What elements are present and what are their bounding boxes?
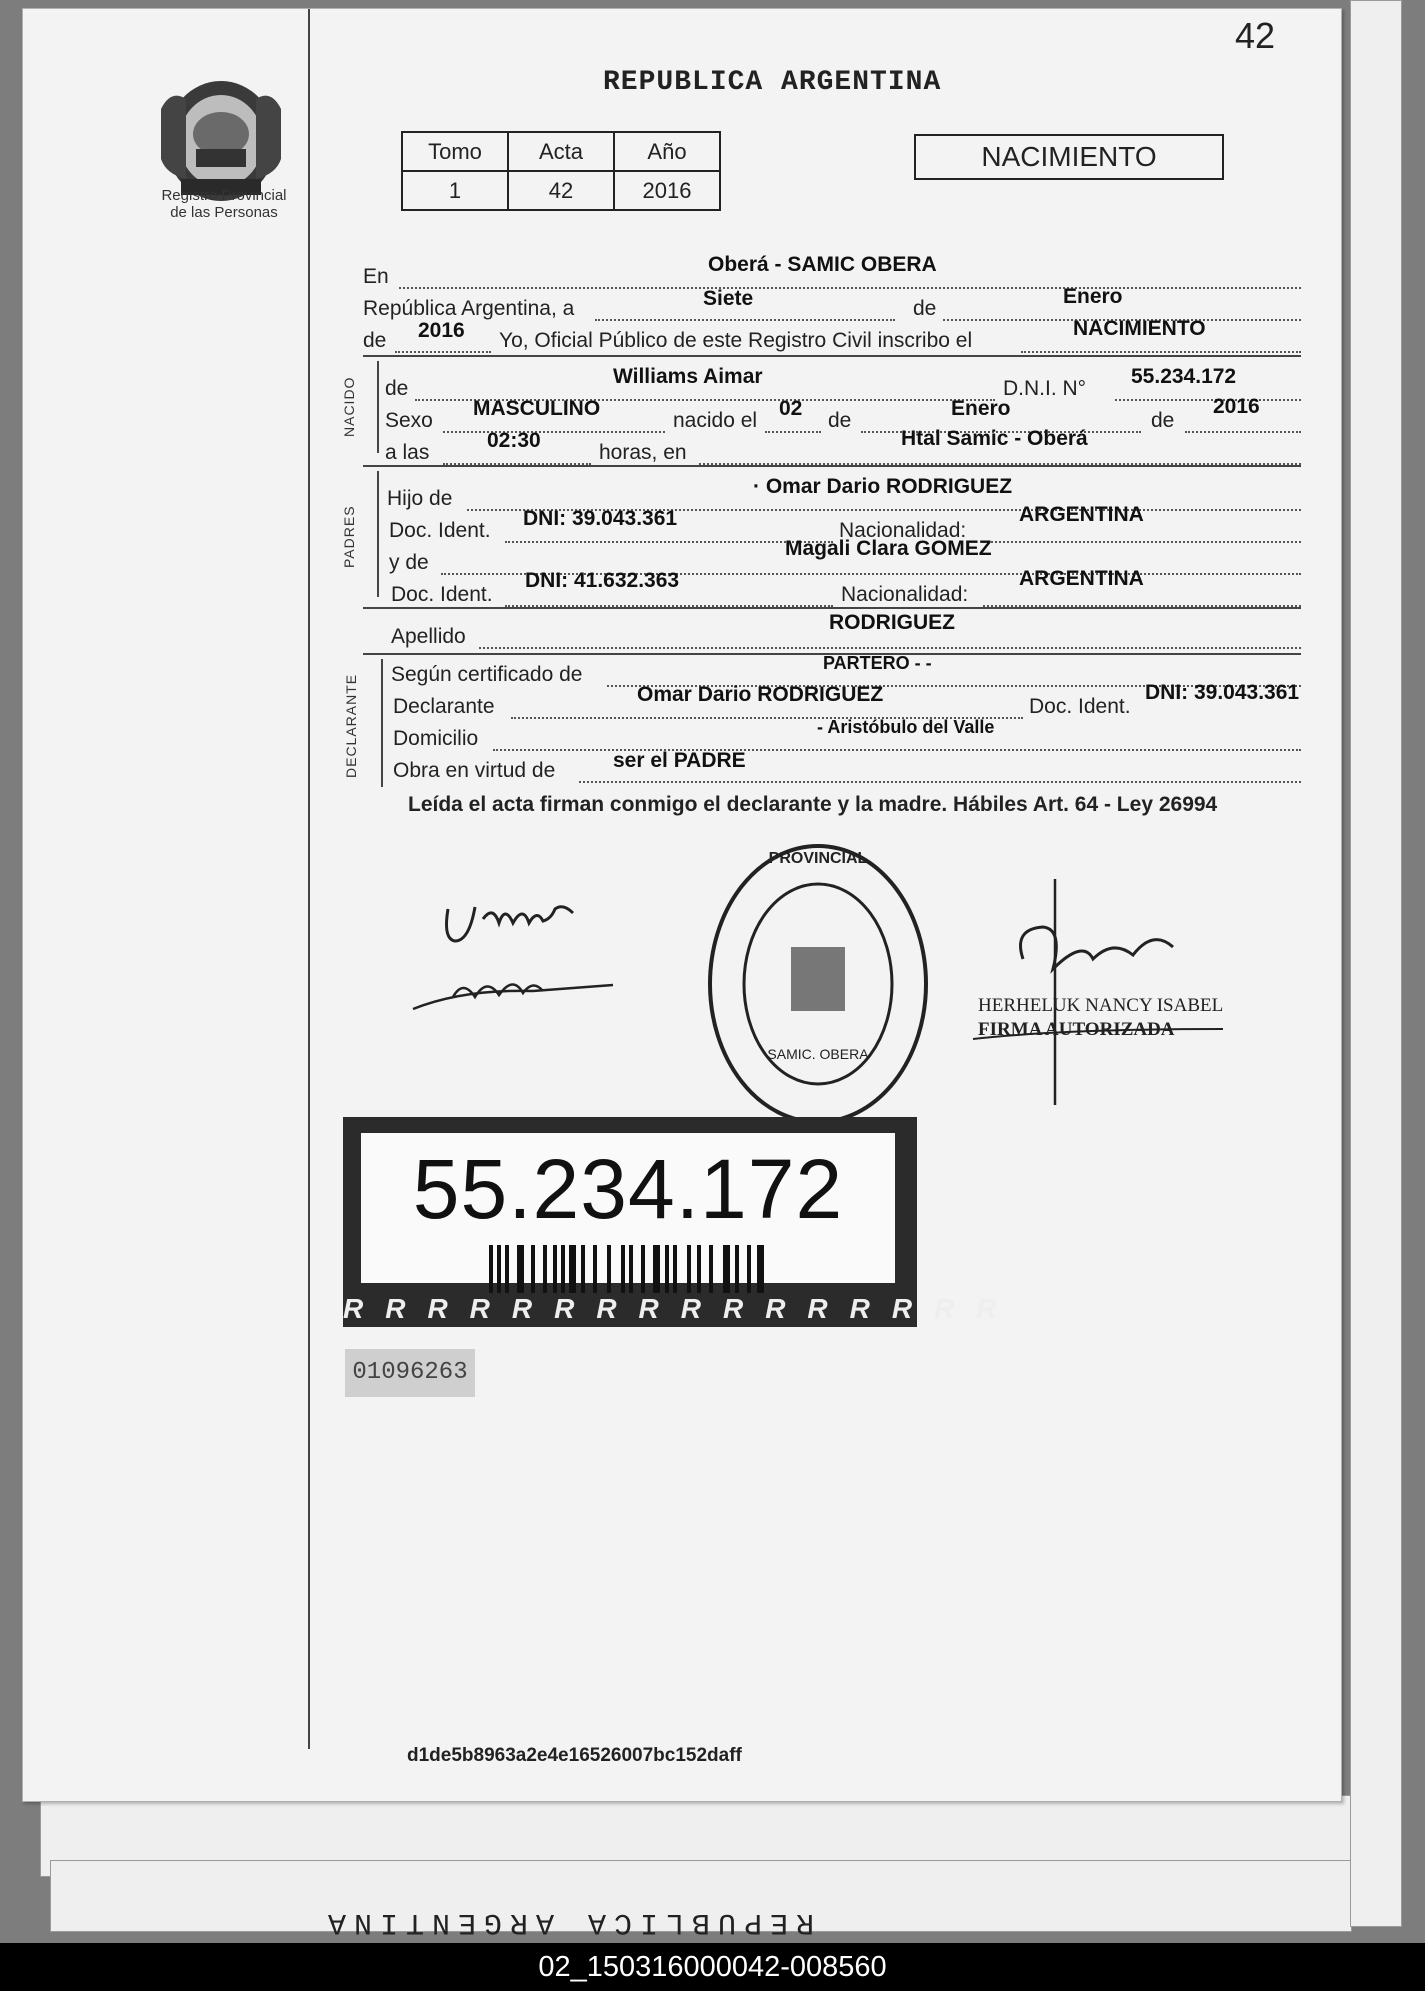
declarante-label: Declarante <box>393 695 495 718</box>
page-number: 42 <box>1235 15 1276 56</box>
child-name: Williams Aimar <box>613 365 763 388</box>
file-id-label: 02_150316000042-008560 <box>538 1951 887 1983</box>
mother-nationality: ARGENTINA <box>1019 567 1144 590</box>
footer-bar <box>0 1943 1425 1991</box>
mother-doc: DNI: 41.632.363 <box>525 569 680 592</box>
logo-caption-line1: Registro Provincial <box>161 187 287 204</box>
authority-name: HERHELUK NANCY ISABEL <box>978 995 1224 1016</box>
id-pattern-band: RRRRRRRRRRRRRRRR <box>343 1293 1019 1324</box>
back-sheet-3 <box>1350 0 1402 1927</box>
apellido-label: Apellido <box>391 625 466 648</box>
section-bar <box>381 659 383 787</box>
child-sex: MASCULINO <box>473 397 601 420</box>
section-label-padres: PADRES <box>341 505 357 569</box>
dni-label: D.N.I. N° <box>1003 377 1087 400</box>
authority-role: FIRMA AUTORIZADA <box>978 1019 1175 1040</box>
nationality-label: Nacionalidad: <box>839 519 967 542</box>
hijo-de-label: Hijo de <box>387 487 453 510</box>
y-de-label: y de <box>389 551 429 574</box>
logo-caption-line2: de las Personas <box>170 204 278 221</box>
value-anio: 2016 <box>614 171 720 210</box>
child-dni: 55.234.172 <box>1131 365 1237 388</box>
nacido-el-label: nacido el <box>673 409 758 432</box>
section-label-nacido: NACIDO <box>341 376 357 438</box>
id-number-label <box>343 1117 1019 1327</box>
de-label: de <box>363 329 387 352</box>
birth-time: 02:30 <box>487 429 541 452</box>
registration-day: Siete <box>703 287 754 310</box>
obra-value: ser el PADRE <box>613 749 746 772</box>
value-tomo: 1 <box>402 171 508 210</box>
section-bar <box>377 361 379 453</box>
de-label: de <box>828 409 852 432</box>
serial-stamp: 01096263 <box>345 1349 475 1397</box>
de-label: de <box>1151 409 1175 432</box>
back-page-title: REPUBLICA ARGENTINA <box>320 1905 815 1939</box>
cert-value: PARTERO - - <box>823 653 932 673</box>
value-acta: 42 <box>508 171 614 210</box>
de-label: de <box>913 297 937 320</box>
declarant-signature <box>383 879 683 1039</box>
document-title: REPUBLICA ARGENTINA <box>603 67 942 98</box>
birth-place: Htal Samic - Oberá <box>901 427 1088 450</box>
header-anio: Año <box>614 132 720 171</box>
registration-event: NACIMIENTO <box>1073 317 1206 340</box>
svg-text:SAMIC. OBERA: SAMIC. OBERA <box>767 1046 869 1062</box>
sexo-label: Sexo <box>385 409 433 432</box>
birth-day: 02 <box>779 397 803 420</box>
obra-label: Obra en virtud de <box>393 759 556 782</box>
section-label-declarante: DECLARANTE <box>343 673 359 779</box>
horas-label: horas, en <box>599 441 687 464</box>
declarante-doc: DNI: 39.043.361 <box>1145 681 1300 704</box>
doc-ident-label: Doc. Ident. <box>391 583 493 606</box>
cert-label: Según certificado de <box>391 663 583 686</box>
svg-text:PROVINCIAL: PROVINCIAL <box>768 850 868 867</box>
header-tomo: Tomo <box>402 132 508 171</box>
registry-stamp <box>703 839 933 1129</box>
father-nationality: ARGENTINA <box>1019 503 1144 526</box>
section-divider <box>363 465 1301 467</box>
id-number-panel <box>361 1133 895 1283</box>
domicilio-label: Domicilio <box>393 727 479 750</box>
logo-caption <box>141 187 307 221</box>
birth-certificate-sheet <box>22 8 1342 1802</box>
father-name: · Omar Dario RODRIGUEZ <box>753 475 1013 498</box>
document-hash: d1de5b8963a2e4e16526007bc152daff <box>407 1745 742 1766</box>
birth-year: 2016 <box>1213 395 1260 418</box>
nacido-de-label: de <box>385 377 409 400</box>
en-label: En <box>363 265 389 288</box>
declarante-value: Omar Dario RODRIGUEZ <box>637 683 884 706</box>
section-bar <box>377 471 379 597</box>
father-doc: DNI: 39.043.361 <box>523 507 678 530</box>
closing-statement: Leída el acta firman conmigo el declarante y la madre. Hábiles Art. 64 - Ley 26994 <box>408 793 1218 816</box>
section-divider <box>363 355 1301 357</box>
section-divider <box>363 607 1301 609</box>
registration-month: Enero <box>1063 285 1123 308</box>
authority-block <box>978 994 1223 1042</box>
time-label: a las <box>385 441 430 464</box>
officer-text: Yo, Oficial Público de este Registro Civil inscribo el <box>499 329 973 352</box>
nationality-label: Nacionalidad: <box>841 583 969 606</box>
domicilio-value: - Aristóbulo del Valle <box>817 717 995 737</box>
doc-ident-label: Doc. Ident. <box>389 519 491 542</box>
registration-place: Oberá - SAMIC OBERA <box>708 253 937 276</box>
apellido-value: RODRIGUEZ <box>829 611 955 634</box>
mother-name: Magali Clara GOMEZ <box>785 537 992 560</box>
id-number: 55.234.172 <box>412 1142 844 1236</box>
registration-year: 2016 <box>418 319 465 342</box>
header-acta: Acta <box>508 132 614 171</box>
republic-label: República Argentina, a <box>363 297 575 320</box>
margin-line <box>308 9 310 1749</box>
birth-month: Enero <box>951 397 1011 420</box>
record-table-header-row <box>402 132 720 171</box>
record-table <box>401 131 721 211</box>
record-table-value-row <box>402 171 720 210</box>
record-type-box: NACIMIENTO <box>914 134 1224 180</box>
doc-ident-label: Doc. Ident. <box>1029 695 1131 718</box>
barcode <box>489 1245 779 1295</box>
